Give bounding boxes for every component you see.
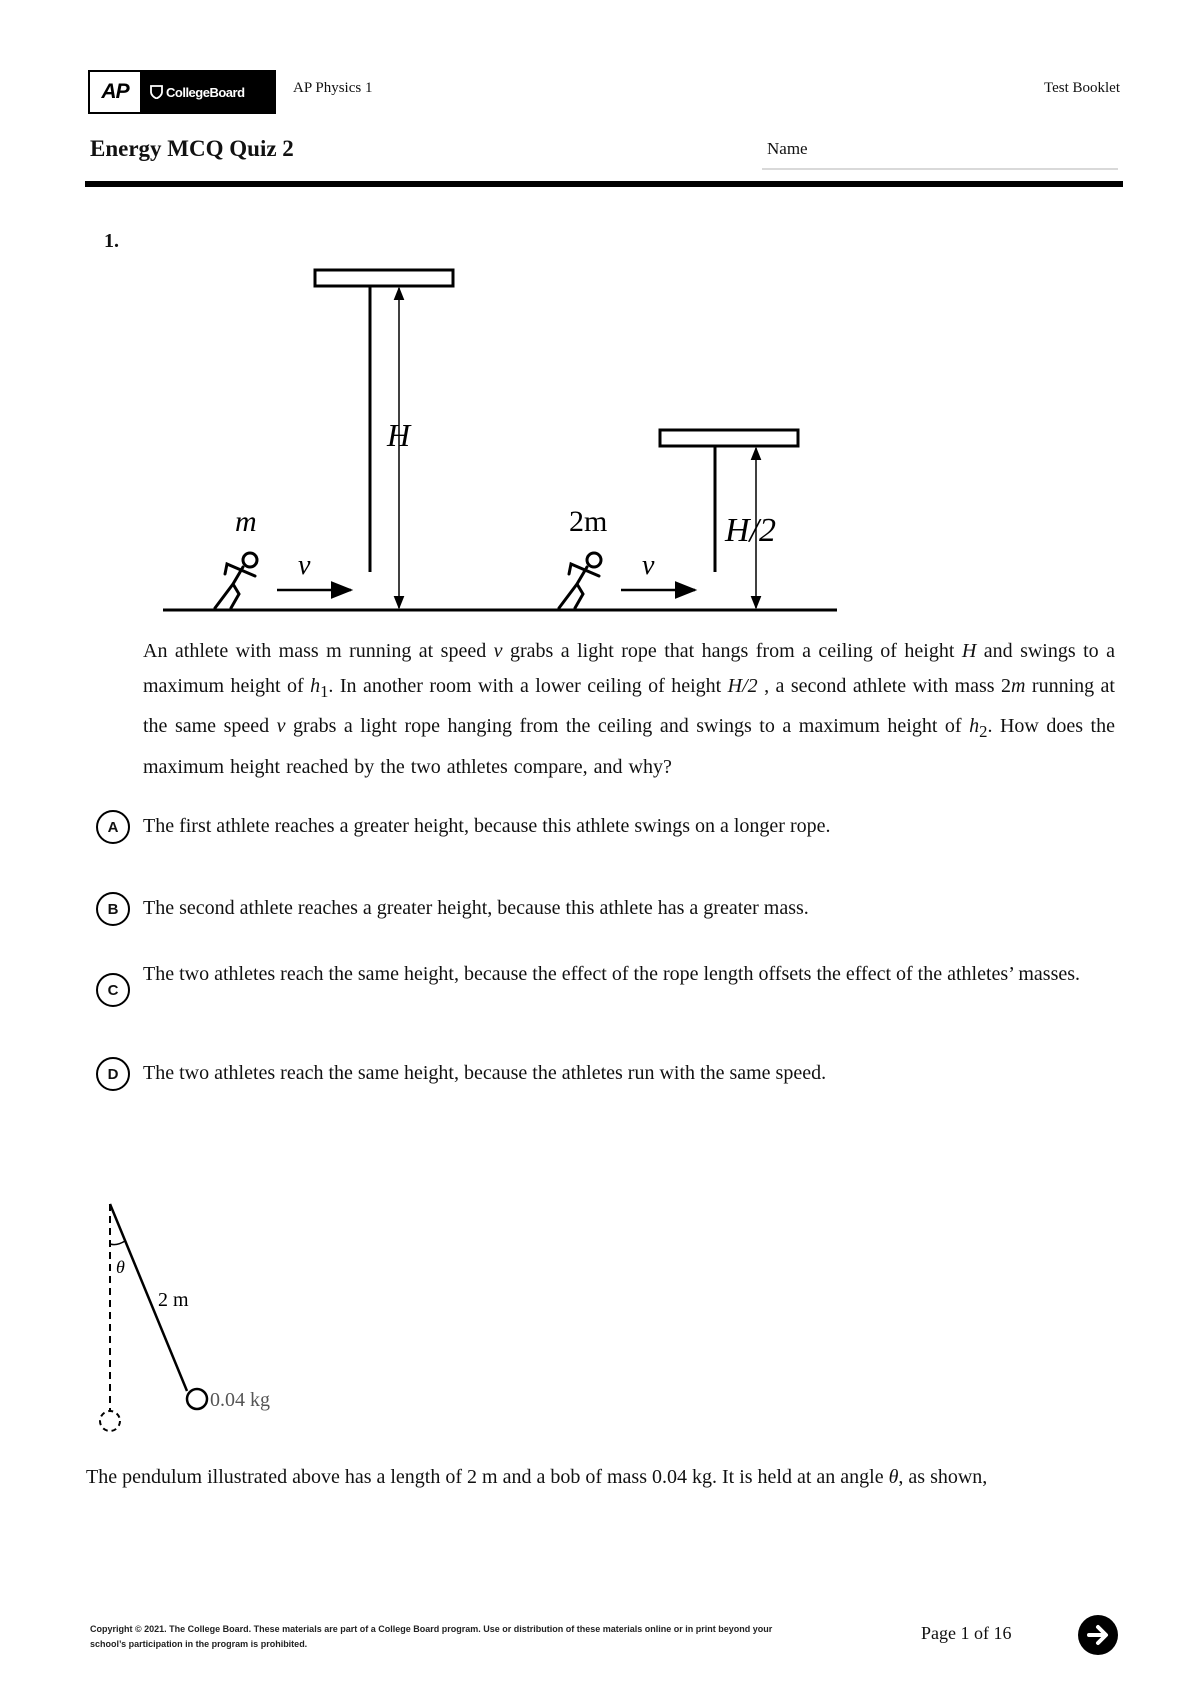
runner-left-icon [215, 553, 257, 608]
collegeboard-logo [140, 72, 274, 112]
name-label: Name [767, 139, 808, 158]
header-divider [85, 181, 1123, 187]
bob-rest-position [100, 1411, 120, 1431]
label-H-half: H/2 [725, 512, 776, 549]
name-field-line [762, 168, 1118, 170]
ceiling-left [315, 270, 453, 286]
question-2-text: The pendulum illustrated above has a length of 2 m and a bob of mass 0.04 kg. It is held at an angle θ, as shown, [86, 1466, 988, 1488]
option-text: The first athlete reaches a greater height, because this athlete swings on a longer rope. [143, 815, 831, 837]
ap-collegeboard-logo [88, 70, 276, 114]
page-number: Page 1 of 16 [921, 1623, 1012, 1643]
answer-option-b[interactable] [96, 892, 1116, 926]
label-2m: 2m [569, 505, 608, 538]
label-v-left: v [298, 550, 311, 581]
question-number: 1. [104, 230, 119, 252]
runner-right-icon [559, 553, 601, 608]
arrow-right-icon [1085, 1622, 1111, 1648]
copyright-notice: Copyright © 2021. The College Board. These materials are part of a College Board program. Use or distribution of these materials online or in print beyond your school’s participation in the program is prohibited. [90, 1624, 773, 1649]
label-mass: 0.04 kg [210, 1389, 270, 1411]
next-page-button[interactable] [1078, 1615, 1118, 1655]
label-H: H [387, 417, 411, 453]
pendulum-diagram [95, 1196, 295, 1436]
option-bubble[interactable]: D [96, 1057, 130, 1091]
ceiling-right [660, 430, 798, 446]
page-title: Energy MCQ Quiz 2 [90, 136, 294, 161]
answer-option-d[interactable] [96, 1057, 1116, 1091]
ap-logo: AP [90, 72, 140, 112]
shield-icon [150, 85, 163, 99]
angle-arc [110, 1241, 125, 1245]
option-bubble[interactable]: C [96, 973, 130, 1007]
booklet-label: Test Booklet [1043, 80, 1120, 96]
option-text: The second athlete reaches a greater height, because this athlete has a greater mass. [143, 897, 809, 919]
option-bubble[interactable]: B [96, 892, 130, 926]
label-v-right: v [642, 550, 655, 581]
pendulum-bob [187, 1389, 207, 1409]
label-theta: θ [116, 1257, 125, 1277]
answer-option-a[interactable] [96, 810, 1116, 844]
option-text: The two athletes reach the same height, because the athletes run with the same speed. [143, 1062, 827, 1084]
answer-option-c[interactable] [96, 958, 1116, 1007]
option-bubble[interactable]: A [96, 810, 130, 844]
course-name: AP Physics 1 [293, 80, 373, 96]
collegeboard-wordmark: CollegeBoard [166, 84, 245, 100]
option-text: The two athletes reach the same height, because the effect of the rope length offsets the effect of the athletes’ masses. [143, 963, 1081, 985]
label-m: m [235, 505, 257, 538]
label-length: 2 m [158, 1289, 189, 1311]
athletes-rope-diagram [155, 258, 855, 618]
question-stem: An athlete with mass m running at speed v grabs a light rope that hangs from a ceiling of height H and swings to a maximum height of $h_1$. In another room with a lower ceiling of height H/2 , a second athlete with mass 2m running at the same speed v grabs a light rope hanging from the ceiling and swings to a maximum height of $h_2$. How does the maximum height reached by the two athletes compare, and why? [143, 640, 1115, 778]
